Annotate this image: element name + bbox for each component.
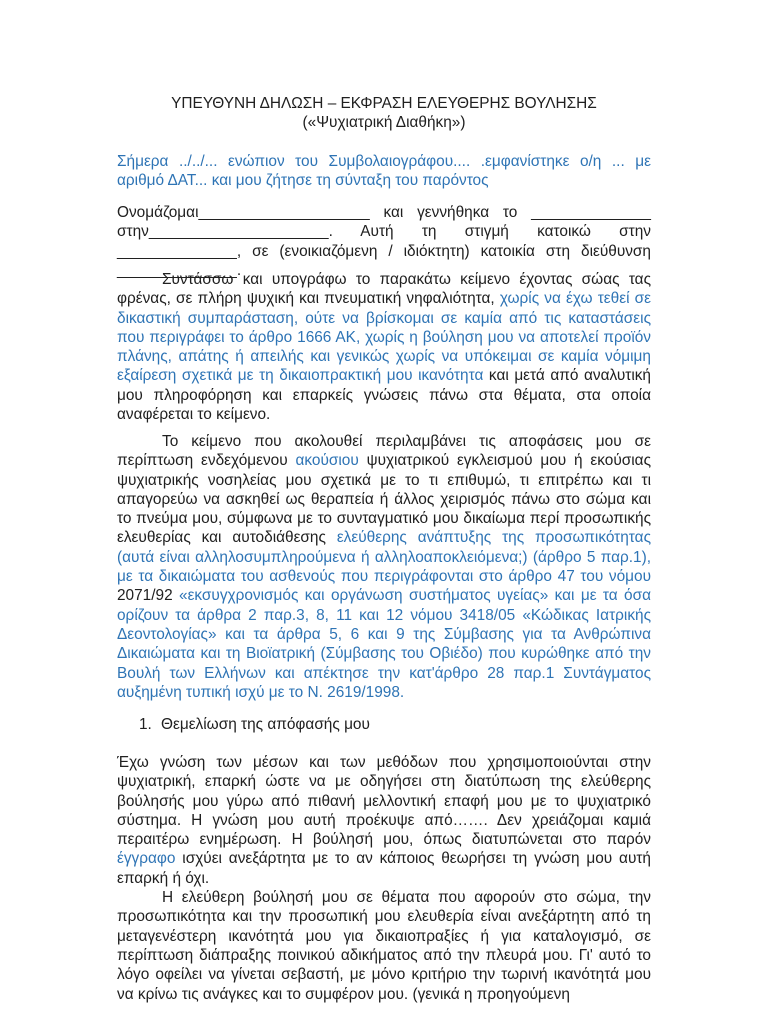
knowledge-text-start: Έχω γνώση των μέσων και των μεθόδων που χρησιμοποιούνται στην ψυχιατρική, επαρκή ώστε να με οδηγήσει στη διατύπωση της ελεύθερης βούλησής μου γύρω από πιθανή μελλοντική επαφή μου με το ψυχιατρικό σύστημα. Η γνώση μου αυτή προέκυψε από……. Δεν χρειάζομαι καμιά περαιτέρω ενημέρωση. Η βούλησή μου, όπως διατυπώνεται στο παρόν (117, 754, 651, 849)
decisions-text-2: ψυχιατρικού εγκλεισμού μου ή εκούσιας ψυχιατρικής νοσηλείας μου σχετικά με το τι επιθυμώ, τι επιτρέπω και τι απαγορεύω να ασκηθεί ως θεραπεία ή άλλος χειρισμός πάνω στο σώμα και το πνεύμα μου, σύμφωνα με το συνταγματικό μου δικαίωμα περί προσωπικής ελευθερίας και αυτοδιάθεσης (117, 452, 651, 547)
intro-paragraph (117, 152, 651, 191)
identity-section (117, 203, 651, 280)
document-subtitle: («Ψυχιατρική Διαθήκη») (302, 114, 466, 131)
intro-text: Σήμερα ../../... ενώπιον του Συμβολαιογράφου.... .εμφανίστηκε ο/η ... με αριθμό ΔΑΤ... και μου ζήτησε τη σύνταξη του παρόντος (117, 153, 651, 190)
identity-address-blank: ______________. (117, 261, 242, 279)
identity-residence-line: στην_____________________. Αυτή τη στιγμή κατοικώ στην (117, 223, 651, 241)
declaration-legal-capacity-text: χωρίς να έχω τεθεί σε δικαστική συμπαράσταση, ούτε να βρίσκομαι σε καμία από τις καταστάσεις που περιγράφει το άρθρο 1666 ΑΚ, χωρίς η βούληση μου να αποτελεί προϊόν πλάνης, απάτης ή απειλής και γενικώς χωρίς να υπόκειμαι σε καμία νόμιμη εξαίρεση σχετικά με τη δικαιοπρακτική μου ικανότητα (117, 290, 652, 385)
identity-name-line: Ονομάζομαι____________________ και γεννήθηκα το ______________ (117, 204, 651, 221)
declaration-text-start: Συντάσσω και υπογράφω το παρακάτω κείμενο έχοντας σώας τας φρένας, σε πλήρη ψυχική και πνευματική νηφαλιότητα, (117, 271, 651, 308)
decisions-legal-references: «εκσυγχρονισμός και οργάνωση συστήματος υγείας» και με τα όσα ορίζουν τα άρθρα 2 παρ.3, 8, 11 και 12 νόμου 3418/05 «Κώδικας Ιατρικής Δεοντολογίας» και τα άρθρα 5, 6 και 9 της Σύμβασης για τα Ανθρώπινα Δικαιώματα και τη Βιοϊατρική (Σύμβασης του Οβιέδο) που κυρώθηκε από την Βουλή των Ελλήνων και απέκτησε την κατ'άρθρο 28 παρ.1 Συντάγματος αυξημένη τυπική ισχύ με το Ν. 2619/1998. (117, 587, 651, 701)
decisions-rights-text: ελεύθερης ανάπτυξης της προσωπικότητας (αυτά είναι αλληλοσυμπληρούμενα ή αλληλοαποκλειόμενα;) (άρθρο 5 παρ.1), με τα δικαιώματα του ασθενούς που περιγράφονται στο άρθρο 47 του νόμου (117, 529, 651, 586)
paragraph-knowledge (117, 753, 651, 1004)
section-1-heading (139, 715, 651, 734)
decisions-involuntary-word: ακούσιου (295, 452, 359, 470)
decisions-law-number: 2071/92 (117, 587, 173, 605)
knowledge-text-end: ισχύει ανεξάρτητα με το αν κάποιος θεωρήσει τη γνώση μου αυτή επαρκή ή όχι. (117, 850, 651, 887)
identity-address-line: ______________, σε (ενοικιαζόμενη / ιδιόκτητη) κατοικία στη διεύθυνση (117, 242, 651, 260)
document-title: ΥΠΕΥΘΥΝΗ ΔΗΛΩΣΗ – ΕΚΦΡΑΣΗ ΕΛΕΥΘΕΡΗΣ ΒΟΥΛΗΣΗΣ (171, 95, 597, 112)
paragraph-free-will: Η ελεύθερη βούλησή μου σε θέματα που αφορούν στο σώμα, την προσωπικότητα και την προσωπική μου ελευθερία είναι ανεξάρτητη από τη μεταγενέστερη ικανότητά μου για δικαιοπραξίες ή για καταλογισμό, σε περίπτωση διάπραξης ποινικού αδικήματος από την πλευρά μου. Γι' αυτό το λόγο οφείλει να γίνεται σεβαστή, με μόνο κριτήριο την τωρινή ικανότητά μου να κρίνω τις ανάγκες και το συμφέρον μου. (γενικά η προηγούμενη (117, 889, 651, 1003)
paragraph-declaration (117, 270, 651, 424)
declaration-text-end: και μετά από αναλυτική μου πληροφόρηση και επαρκείς γνώσεις πάνω στα θέματα, στα οποία αναφέρεται το κείμενο. (117, 367, 651, 424)
paragraph-decisions (117, 432, 651, 702)
decisions-text-1: Το κείμενο που ακολουθεί περιλαμβάνει τις αποφάσεις μου σε περίπτωση ενδεχόμενου (117, 433, 651, 470)
section-1-title: Θεμελίωση της απόφασής μου (161, 716, 370, 733)
section-1-number: 1. (139, 716, 152, 733)
knowledge-document-word: έγγραφο (117, 850, 176, 868)
